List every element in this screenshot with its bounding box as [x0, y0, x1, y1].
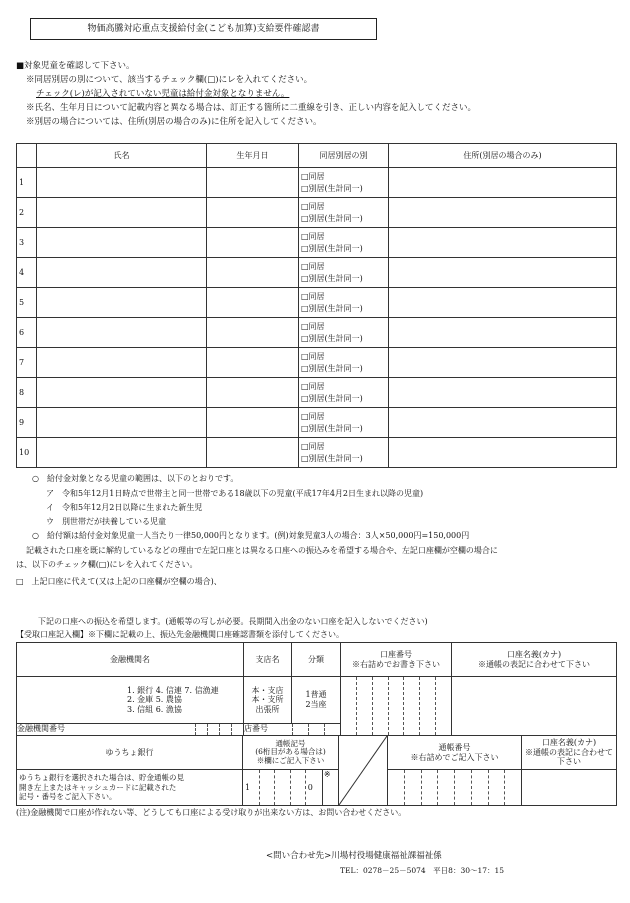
- alternate-account-checkbox[interactable]: □ 上記口座に代えて(又は上記の口座欄が空欄の場合)、: [16, 577, 222, 586]
- note-item-b: イ 令和5年12月2日以降に生まれた新生児: [46, 503, 203, 512]
- bank-code-input[interactable]: [17, 724, 244, 736]
- checkbox-separate[interactable]: □別居(生計同一): [301, 363, 363, 373]
- note-item-a: ア 令和5年12月1日時点で世帯主と同一世帯である18歳以下の児童(平成17年4月2日生まれ以降の児童): [46, 489, 424, 498]
- yucho-diagonal-cell: [339, 736, 388, 806]
- note-account-change-cont: は、以下のチェック欄(□)にレを入れてください。: [16, 560, 198, 569]
- account-number-input[interactable]: [341, 677, 452, 736]
- row-number: 8: [17, 378, 37, 408]
- address-cell[interactable]: [389, 288, 617, 318]
- yucho-symbol-header: 通帳記号 (6桁目がある場合は) ※欄にご記入下さい: [243, 736, 339, 770]
- table-row: [17, 228, 617, 258]
- yucho-holder-input[interactable]: [522, 770, 617, 806]
- checkbox-same[interactable]: □同居: [301, 261, 325, 271]
- yucho-holder-header: 口座名義(カナ) ※通帳の表記に合わせて下さい: [522, 736, 617, 770]
- checkbox-separate[interactable]: □別居(生計同一): [301, 333, 363, 343]
- address-cell[interactable]: [389, 318, 617, 348]
- name-cell[interactable]: [37, 378, 207, 408]
- branch-code-label: 店番号: [244, 724, 268, 733]
- table-row: [17, 168, 617, 198]
- checkbox-separate[interactable]: □別居(生計同一): [301, 393, 363, 403]
- instruction-line: ※同居別居の別について、該当するチェック欄(□)にレを入れてください。: [26, 75, 313, 85]
- living-choice[interactable]: [299, 408, 389, 438]
- checkbox-same[interactable]: □同居: [301, 351, 325, 361]
- living-choice[interactable]: [299, 438, 389, 468]
- name-cell[interactable]: [37, 228, 207, 258]
- address-cell[interactable]: [389, 228, 617, 258]
- note-item-c: ウ 別世帯だが扶養している児童: [46, 517, 166, 526]
- account-section-heading: 【受取口座記入欄】※下欄に記載の上、振込先金融機関口座確認書類を添付してください。: [16, 630, 344, 639]
- birthdate-cell[interactable]: [207, 438, 299, 468]
- table-row: [17, 288, 617, 318]
- account-number-header: 口座番号 ※右詰めでお書き下さい: [341, 643, 452, 677]
- table-header-row: [17, 144, 617, 168]
- yucho-number-header: 通帳番号 ※右詰めでご記入下さい: [388, 736, 522, 770]
- birthdate-cell[interactable]: [207, 258, 299, 288]
- living-choice[interactable]: [299, 258, 389, 288]
- name-cell[interactable]: [37, 348, 207, 378]
- row-number: 6: [17, 318, 37, 348]
- bank-header-row: [17, 643, 617, 677]
- address-cell[interactable]: [389, 258, 617, 288]
- bank-account-table: [16, 642, 617, 736]
- yucho-digit-first: 1: [245, 782, 251, 792]
- name-cell[interactable]: [37, 438, 207, 468]
- document-title: 物価高騰対応重点支援給付金(こども加算)支給要件確認書: [30, 18, 377, 40]
- living-choice[interactable]: [299, 378, 389, 408]
- living-choice[interactable]: [299, 168, 389, 198]
- yucho-symbol-input[interactable]: [243, 770, 339, 806]
- yucho-sixth-digit-mark: ※: [322, 770, 338, 805]
- account-holder-header: 口座名義(カナ) ※通帳の表記に合わせて下さい: [452, 643, 617, 677]
- living-choice[interactable]: [299, 348, 389, 378]
- checkbox-same[interactable]: □同居: [301, 291, 325, 301]
- address-cell[interactable]: [389, 438, 617, 468]
- checkbox-separate[interactable]: □別居(生計同一): [301, 273, 363, 283]
- contact-heading: <問い合わせ先>川場村役場健康福祉課福祉係: [266, 851, 442, 861]
- row-number: 7: [17, 348, 37, 378]
- name-cell[interactable]: [37, 288, 207, 318]
- instruction-warning: チェック(レ)が記入されていない児童は給付金対象となりません。: [36, 89, 290, 99]
- row-number: 3: [17, 228, 37, 258]
- column-header-living: 同居別居の別: [299, 144, 389, 168]
- account-holder-input[interactable]: [452, 677, 617, 736]
- table-row: [17, 438, 617, 468]
- living-choice[interactable]: [299, 228, 389, 258]
- checkbox-same[interactable]: □同居: [301, 381, 325, 391]
- birthdate-cell[interactable]: [207, 378, 299, 408]
- name-cell[interactable]: [37, 198, 207, 228]
- row-number: 1: [17, 168, 37, 198]
- yucho-number-input[interactable]: [388, 770, 522, 806]
- bank-code-label: 金融機関番号: [17, 724, 65, 733]
- table-row: [17, 198, 617, 228]
- note-eligibility: ○ 給付金対象となる児童の範囲は、以下のとおりです。: [32, 474, 239, 483]
- birthdate-cell[interactable]: [207, 228, 299, 258]
- birthdate-cell[interactable]: [207, 318, 299, 348]
- table-row: [17, 348, 617, 378]
- checkbox-separate[interactable]: □別居(生計同一): [301, 423, 363, 433]
- birthdate-cell[interactable]: [207, 408, 299, 438]
- row-number: 2: [17, 198, 37, 228]
- living-choice[interactable]: [299, 288, 389, 318]
- yucho-input-row: [17, 770, 617, 806]
- yucho-header-row: [17, 736, 617, 770]
- type-header: 分類: [292, 643, 341, 677]
- column-header-address: 住所(別居の場合のみ): [389, 144, 617, 168]
- address-cell[interactable]: [389, 348, 617, 378]
- address-cell[interactable]: [389, 198, 617, 228]
- note-transfer-request: 下記の口座への振込を希望します。(通帳等の写しが必要。長期間入出金のない口座を記入しないでください): [38, 617, 428, 626]
- living-choice[interactable]: [299, 318, 389, 348]
- birthdate-cell[interactable]: [207, 168, 299, 198]
- name-cell[interactable]: [37, 168, 207, 198]
- checkbox-separate[interactable]: □別居(生計同一): [301, 213, 363, 223]
- living-choice[interactable]: [299, 198, 389, 228]
- branch-type-choices[interactable]: 本・支店 本・支所 出張所: [244, 677, 292, 724]
- table-row: [17, 378, 617, 408]
- name-cell[interactable]: [37, 408, 207, 438]
- branch-header: 支店名: [244, 643, 292, 677]
- column-header-birthdate: 生年月日: [207, 144, 299, 168]
- address-cell[interactable]: [389, 378, 617, 408]
- children-table: [16, 143, 617, 468]
- account-class-choices[interactable]: 1普通 2当座: [292, 677, 341, 724]
- instruction-line: ※別居の場合については、住所(別居の場合のみ)に住所を記入してください。: [26, 117, 322, 127]
- row-number: 9: [17, 408, 37, 438]
- address-cell[interactable]: [389, 408, 617, 438]
- checkbox-separate[interactable]: □別居(生計同一): [301, 453, 363, 463]
- checkbox-same[interactable]: □同居: [301, 231, 325, 241]
- instruction-line: ※氏名、生年月日について記載内容と異なる場合は、訂正する箇所に二重線を引き、正しい内容を記入してください。: [26, 103, 476, 113]
- row-number: 5: [17, 288, 37, 318]
- note-amount: ○ 給付額は給付金対象児童一人当たり一律50,000円となります。(例)対象児童3人の場合：3人×50,000円=150,000円: [32, 531, 470, 540]
- note-account-change: 記載された口座を既に解約しているなどの理由で左記口座とは異なる口座への振込みを希望する場合や、左記口座欄が空欄の場合に: [26, 546, 498, 555]
- footnote: (注)金融機関で口座が作れない等、どうしても口座による受け取りが出来ない方は、お問い合わせください。: [16, 808, 407, 817]
- yucho-account-table: [16, 735, 617, 806]
- checkbox-separate[interactable]: □別居(生計同一): [301, 243, 363, 253]
- bank-name-header: 金融機関名: [17, 643, 244, 677]
- address-cell[interactable]: [389, 168, 617, 198]
- checkbox-same[interactable]: □同居: [301, 171, 325, 181]
- yucho-digit-last: 0: [305, 770, 322, 805]
- table-row: [17, 408, 617, 438]
- branch-code-input[interactable]: [244, 724, 341, 736]
- row-number: 10: [17, 438, 37, 468]
- name-cell[interactable]: [37, 258, 207, 288]
- instructions-heading: ■対象児童を確認して下さい。: [16, 61, 135, 71]
- birthdate-cell[interactable]: [207, 288, 299, 318]
- row-number: 4: [17, 258, 37, 288]
- checkbox-same[interactable]: □同居: [301, 201, 325, 211]
- bank-input-row: [17, 677, 617, 724]
- contact-phone: TEL：0278－25－5074 平日8：30～17：15: [340, 866, 505, 875]
- table-row: [17, 258, 617, 288]
- table-row: [17, 318, 617, 348]
- checkbox-same[interactable]: □同居: [301, 441, 325, 451]
- checkbox-separate[interactable]: □別居(生計同一): [301, 303, 363, 313]
- checkbox-same[interactable]: □同居: [301, 321, 325, 331]
- yucho-name-header: ゆうちょ銀行: [17, 736, 243, 770]
- institution-type-choices[interactable]: 1. 銀行 4. 信連 7. 信漁連 2. 金庫 5. 農協 3. 信組 6. 漁協: [17, 677, 244, 724]
- checkbox-separate[interactable]: □別居(生計同一): [301, 183, 363, 193]
- birthdate-cell[interactable]: [207, 348, 299, 378]
- yucho-description: ゆうちょ銀行を選択された場合は、貯金通帳の見 開き左上またはキャッシュカードに記載された 記号・番号をご記入下さい。: [17, 770, 243, 806]
- name-cell[interactable]: [37, 318, 207, 348]
- checkbox-same[interactable]: □同居: [301, 411, 325, 421]
- column-header-name: 氏名: [37, 144, 207, 168]
- birthdate-cell[interactable]: [207, 198, 299, 228]
